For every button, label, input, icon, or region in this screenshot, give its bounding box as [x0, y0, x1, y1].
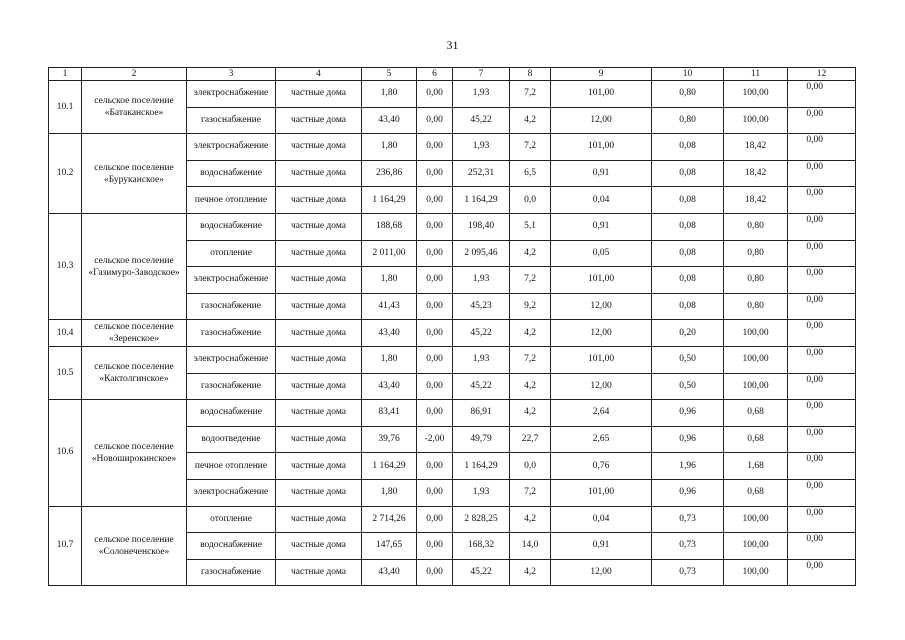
table-cell-col6: 0,00 — [417, 479, 453, 506]
table-cell-col10: 0,08 — [652, 267, 724, 294]
table-cell-col7: 45,22 — [453, 373, 510, 400]
table-cell-col11: 100,00 — [724, 559, 788, 586]
table-cell-col12 — [788, 160, 856, 187]
table-cell-col5: 43,40 — [362, 320, 417, 347]
column-header-11: 11 — [724, 68, 788, 81]
table-cell-col7: 2 095,46 — [453, 240, 510, 267]
table-cell-col6: 0,00 — [417, 107, 453, 134]
table-cell-col11: 18,42 — [724, 187, 788, 214]
table-cell-col10: 0,50 — [652, 373, 724, 400]
table-cell-col9: 2,64 — [551, 400, 652, 427]
table-cell-col3: электроснабжение — [187, 134, 276, 161]
table-cell-col8: 14,0 — [510, 533, 551, 560]
settlement-name: сельское поселение «Новоширокинское» — [82, 400, 187, 506]
table-cell-col11: 18,42 — [724, 160, 788, 187]
table-cell-col7: 2 828,25 — [453, 506, 510, 533]
table-cell-col8: 4,2 — [510, 400, 551, 427]
column-header-5: 5 — [362, 68, 417, 81]
cell-value: 0,00 — [806, 294, 823, 305]
cell-value: 0,00 — [806, 161, 823, 172]
table-cell-col10: 0,73 — [652, 506, 724, 533]
row-number: 10.7 — [49, 506, 82, 586]
table-cell-col4: частные дома — [276, 373, 362, 400]
table-cell-col7: 1,93 — [453, 267, 510, 294]
table-cell-col7: 1 164,29 — [453, 453, 510, 480]
table-cell-col11: 18,42 — [724, 134, 788, 161]
table-cell-col7: 1,93 — [453, 346, 510, 373]
column-header-10: 10 — [652, 68, 724, 81]
table-cell-col8: 7,2 — [510, 267, 551, 294]
table-cell-col6: 0,00 — [417, 81, 453, 108]
table-cell-col11: 0,68 — [724, 479, 788, 506]
table-cell-col8: 7,2 — [510, 81, 551, 108]
table-cell-col3: отопление — [187, 240, 276, 267]
table-cell-col6: 0,00 — [417, 213, 453, 240]
tariff-table — [48, 67, 856, 586]
row-number: 10.2 — [49, 134, 82, 214]
table-cell-col9: 0,91 — [551, 533, 652, 560]
row-number: 10.5 — [49, 346, 82, 399]
table-cell-col10: 0,96 — [652, 479, 724, 506]
table-cell-col10: 0,08 — [652, 240, 724, 267]
table-row — [49, 400, 856, 427]
table-cell-col4: частные дома — [276, 81, 362, 108]
table-cell-col7: 1,93 — [453, 81, 510, 108]
table-cell-col9: 12,00 — [551, 107, 652, 134]
table-cell-col9: 101,00 — [551, 346, 652, 373]
table-cell-col6: 0,00 — [417, 160, 453, 187]
table-cell-col4: частные дома — [276, 187, 362, 214]
table-cell-col5: 1,80 — [362, 346, 417, 373]
column-header-9: 9 — [551, 68, 652, 81]
table-cell-col3: печное отопление — [187, 453, 276, 480]
table-cell-col11: 100,00 — [724, 346, 788, 373]
table-cell-col5: 1,80 — [362, 134, 417, 161]
table-cell-col6: 0,00 — [417, 453, 453, 480]
settlement-name: сельское поселение «Буруканское» — [82, 134, 187, 214]
table-cell-col12 — [788, 453, 856, 480]
table-cell-col7: 45,22 — [453, 320, 510, 347]
table-cell-col9: 12,00 — [551, 293, 652, 320]
table-cell-col3: печное отопление — [187, 187, 276, 214]
table-cell-col5: 1 164,29 — [362, 187, 417, 214]
cell-value: 0,00 — [806, 82, 823, 92]
table-cell-col3: электроснабжение — [187, 479, 276, 506]
table-cell-col4: частные дома — [276, 293, 362, 320]
table-cell-col10: 0,08 — [652, 187, 724, 214]
table-cell-col11: 100,00 — [724, 320, 788, 347]
table-cell-col6: 0,00 — [417, 240, 453, 267]
table-cell-col5: 43,40 — [362, 107, 417, 134]
table-row — [49, 506, 856, 533]
table-cell-col5: 1 164,29 — [362, 453, 417, 480]
table-cell-col4: частные дома — [276, 453, 362, 480]
table-cell-col9: 101,00 — [551, 479, 652, 506]
table-cell-col7: 252,31 — [453, 160, 510, 187]
header-row — [49, 68, 856, 81]
table-cell-col5: 2 011,00 — [362, 240, 417, 267]
table-cell-col10: 0,96 — [652, 426, 724, 453]
row-number: 10.6 — [49, 400, 82, 506]
table-cell-col8: 7,2 — [510, 479, 551, 506]
table-cell-col12 — [788, 426, 856, 453]
table-cell-col4: частные дома — [276, 240, 362, 267]
table-cell-col5: 1,80 — [362, 479, 417, 506]
cell-value: 0,00 — [806, 374, 823, 385]
table-cell-col8: 4,2 — [510, 240, 551, 267]
cell-value: 0,00 — [806, 268, 823, 279]
table-cell-col8: 5,1 — [510, 213, 551, 240]
table-cell-col7: 45,22 — [453, 559, 510, 586]
table-cell-col12 — [788, 346, 856, 373]
column-header-7: 7 — [453, 68, 510, 81]
cell-value: 0,00 — [806, 507, 823, 518]
row-number: 10.4 — [49, 320, 82, 347]
column-header-2: 2 — [82, 68, 187, 81]
settlement-name: сельское поселение «Газимуро-Заводское» — [82, 213, 187, 319]
table-cell-col3: отопление — [187, 506, 276, 533]
table-cell-col4: частные дома — [276, 479, 362, 506]
settlement-name: сельское поселение «Солонеченское» — [82, 506, 187, 586]
table-cell-col5: 43,40 — [362, 373, 417, 400]
table-cell-col6: 0,00 — [417, 533, 453, 560]
table-cell-col12 — [788, 213, 856, 240]
settlement-name: сельское поселение «Зеренское» — [82, 320, 187, 347]
settlement-name: сельское поселение «Кактолгинское» — [82, 346, 187, 399]
table-cell-col9: 0,91 — [551, 160, 652, 187]
table-cell-col3: газоснабжение — [187, 293, 276, 320]
table-cell-col12 — [788, 320, 856, 347]
table-cell-col6: -2,00 — [417, 426, 453, 453]
table-cell-col9: 0,05 — [551, 240, 652, 267]
cell-value: 0,00 — [806, 321, 823, 332]
table-cell-col4: частные дома — [276, 400, 362, 427]
table-cell-col10: 0,73 — [652, 559, 724, 586]
table-cell-col9: 12,00 — [551, 320, 652, 347]
table-cell-col11: 0,80 — [724, 240, 788, 267]
table-cell-col8: 4,2 — [510, 506, 551, 533]
table-cell-col3: водоснабжение — [187, 533, 276, 560]
table-cell-col12 — [788, 506, 856, 533]
table-cell-col11: 0,80 — [724, 213, 788, 240]
table-cell-col9: 0,76 — [551, 453, 652, 480]
cell-value: 0,00 — [806, 188, 823, 199]
table-cell-col5: 83,41 — [362, 400, 417, 427]
table-cell-col10: 0,08 — [652, 293, 724, 320]
settlement-name: сельское поселение «Батаканское» — [82, 81, 187, 134]
table-cell-col10: 1,96 — [652, 453, 724, 480]
column-header-4: 4 — [276, 68, 362, 81]
table-cell-col5: 188,68 — [362, 213, 417, 240]
table-cell-col3: водоотведение — [187, 426, 276, 453]
table-row — [49, 346, 856, 373]
table-cell-col5: 236,86 — [362, 160, 417, 187]
table-cell-col7: 45,22 — [453, 107, 510, 134]
table-cell-col8: 0,0 — [510, 187, 551, 214]
table-cell-col12 — [788, 81, 856, 108]
table-cell-col11: 100,00 — [724, 506, 788, 533]
table-cell-col8: 0,0 — [510, 453, 551, 480]
table-cell-col4: частные дома — [276, 134, 362, 161]
cell-value: 0,00 — [806, 480, 823, 491]
table-cell-col6: 0,00 — [417, 346, 453, 373]
table-cell-col7: 1,93 — [453, 134, 510, 161]
table-cell-col12 — [788, 267, 856, 294]
table-cell-col9: 101,00 — [551, 81, 652, 108]
table-cell-col10: 0,08 — [652, 213, 724, 240]
table-cell-col7: 86,91 — [453, 400, 510, 427]
table-cell-col10: 0,73 — [652, 533, 724, 560]
table-cell-col6: 0,00 — [417, 267, 453, 294]
table-cell-col8: 7,2 — [510, 134, 551, 161]
table-cell-col4: частные дома — [276, 346, 362, 373]
table-cell-col5: 147,65 — [362, 533, 417, 560]
table-cell-col4: частные дома — [276, 533, 362, 560]
table-cell-col9: 0,91 — [551, 213, 652, 240]
table-cell-col5: 39,76 — [362, 426, 417, 453]
table-cell-col6: 0,00 — [417, 559, 453, 586]
table-cell-col10: 0,08 — [652, 134, 724, 161]
table-cell-col9: 12,00 — [551, 559, 652, 586]
table-cell-col3: электроснабжение — [187, 346, 276, 373]
table-cell-col8: 6,5 — [510, 160, 551, 187]
cell-value: 0,00 — [806, 135, 823, 146]
table-cell-col6: 0,00 — [417, 373, 453, 400]
table-cell-col11: 100,00 — [724, 107, 788, 134]
table-cell-col10: 0,08 — [652, 160, 724, 187]
table-cell-col8: 4,2 — [510, 559, 551, 586]
table-cell-col9: 2,65 — [551, 426, 652, 453]
table-cell-col3: газоснабжение — [187, 373, 276, 400]
cell-value: 0,00 — [806, 214, 823, 225]
table-cell-col12 — [788, 134, 856, 161]
table-cell-col11: 100,00 — [724, 533, 788, 560]
table-cell-col3: электроснабжение — [187, 81, 276, 108]
table-cell-col4: частные дома — [276, 213, 362, 240]
table-cell-col8: 4,2 — [510, 373, 551, 400]
table-cell-col3: водоснабжение — [187, 400, 276, 427]
table-cell-col3: газоснабжение — [187, 107, 276, 134]
page-number: 31 — [446, 38, 459, 52]
table-row — [49, 320, 856, 347]
table-cell-col3: водоснабжение — [187, 160, 276, 187]
table-cell-col5: 1,80 — [362, 81, 417, 108]
table-cell-col5: 1,80 — [362, 267, 417, 294]
table-cell-col12 — [788, 373, 856, 400]
table-cell-col12 — [788, 293, 856, 320]
table-cell-col9: 101,00 — [551, 267, 652, 294]
row-number: 10.3 — [49, 213, 82, 319]
table-cell-col3: электроснабжение — [187, 267, 276, 294]
table-cell-col10: 0,20 — [652, 320, 724, 347]
table-cell-col6: 0,00 — [417, 506, 453, 533]
cell-value: 0,00 — [806, 241, 823, 252]
cell-value: 0,00 — [806, 427, 823, 438]
cell-value: 0,00 — [806, 401, 823, 412]
table-cell-col8: 7,2 — [510, 346, 551, 373]
table-cell-col5: 41,43 — [362, 293, 417, 320]
table-cell-col12 — [788, 479, 856, 506]
table-cell-col4: частные дома — [276, 320, 362, 347]
table-cell-col7: 45,23 — [453, 293, 510, 320]
table-cell-col10: 0,50 — [652, 346, 724, 373]
row-number: 10.1 — [49, 81, 82, 134]
table-cell-col11: 0,68 — [724, 400, 788, 427]
table-cell-col9: 0,04 — [551, 506, 652, 533]
column-header-12: 12 — [788, 68, 856, 81]
table-cell-col4: частные дома — [276, 267, 362, 294]
table-cell-col8: 4,2 — [510, 320, 551, 347]
table-cell-col3: газоснабжение — [187, 559, 276, 586]
table-cell-col10: 0,80 — [652, 81, 724, 108]
table-cell-col4: частные дома — [276, 426, 362, 453]
table-cell-col4: частные дома — [276, 559, 362, 586]
table-cell-col6: 0,00 — [417, 187, 453, 214]
table-cell-col4: частные дома — [276, 160, 362, 187]
table-cell-col3: газоснабжение — [187, 320, 276, 347]
table-cell-col4: частные дома — [276, 107, 362, 134]
table-cell-col12 — [788, 187, 856, 214]
table-cell-col11: 0,80 — [724, 267, 788, 294]
table-cell-col11: 100,00 — [724, 373, 788, 400]
table-cell-col8: 9,2 — [510, 293, 551, 320]
table-cell-col3: водоснабжение — [187, 213, 276, 240]
table-cell-col9: 101,00 — [551, 134, 652, 161]
table-cell-col6: 0,00 — [417, 134, 453, 161]
cell-value: 0,00 — [806, 108, 823, 119]
table-row — [49, 81, 856, 108]
table-cell-col7: 49,79 — [453, 426, 510, 453]
table-cell-col6: 0,00 — [417, 320, 453, 347]
column-header-1: 1 — [49, 68, 82, 81]
table-cell-col11: 100,00 — [724, 81, 788, 108]
column-header-8: 8 — [510, 68, 551, 81]
table-body — [49, 68, 856, 586]
table-cell-col12 — [788, 240, 856, 267]
cell-value: 0,00 — [806, 347, 823, 358]
table-cell-col7: 1,93 — [453, 479, 510, 506]
table-cell-col9: 0,04 — [551, 187, 652, 214]
table-cell-col4: частные дома — [276, 506, 362, 533]
cell-value: 0,00 — [806, 454, 823, 465]
column-header-3: 3 — [187, 68, 276, 81]
table-cell-col10: 0,80 — [652, 107, 724, 134]
table-cell-col12 — [788, 400, 856, 427]
table-cell-col5: 2 714,26 — [362, 506, 417, 533]
table-cell-col6: 0,00 — [417, 293, 453, 320]
table-cell-col6: 0,00 — [417, 400, 453, 427]
table-cell-col11: 1,68 — [724, 453, 788, 480]
column-header-6: 6 — [417, 68, 453, 81]
table-cell-col9: 12,00 — [551, 373, 652, 400]
cell-value: 0,00 — [806, 560, 823, 571]
table-cell-col12 — [788, 107, 856, 134]
table-cell-col8: 4,2 — [510, 107, 551, 134]
table-cell-col11: 0,80 — [724, 293, 788, 320]
table-cell-col5: 43,40 — [362, 559, 417, 586]
table-cell-col7: 1 164,29 — [453, 187, 510, 214]
table-cell-col7: 168,32 — [453, 533, 510, 560]
table-cell-col12 — [788, 533, 856, 560]
table-cell-col7: 198,40 — [453, 213, 510, 240]
table-cell-col8: 22,7 — [510, 426, 551, 453]
table-cell-col10: 0,96 — [652, 400, 724, 427]
table-cell-col12 — [788, 559, 856, 586]
table-row — [49, 134, 856, 161]
cell-value: 0,00 — [806, 534, 823, 545]
table-row — [49, 213, 856, 240]
table-cell-col11: 0,68 — [724, 426, 788, 453]
